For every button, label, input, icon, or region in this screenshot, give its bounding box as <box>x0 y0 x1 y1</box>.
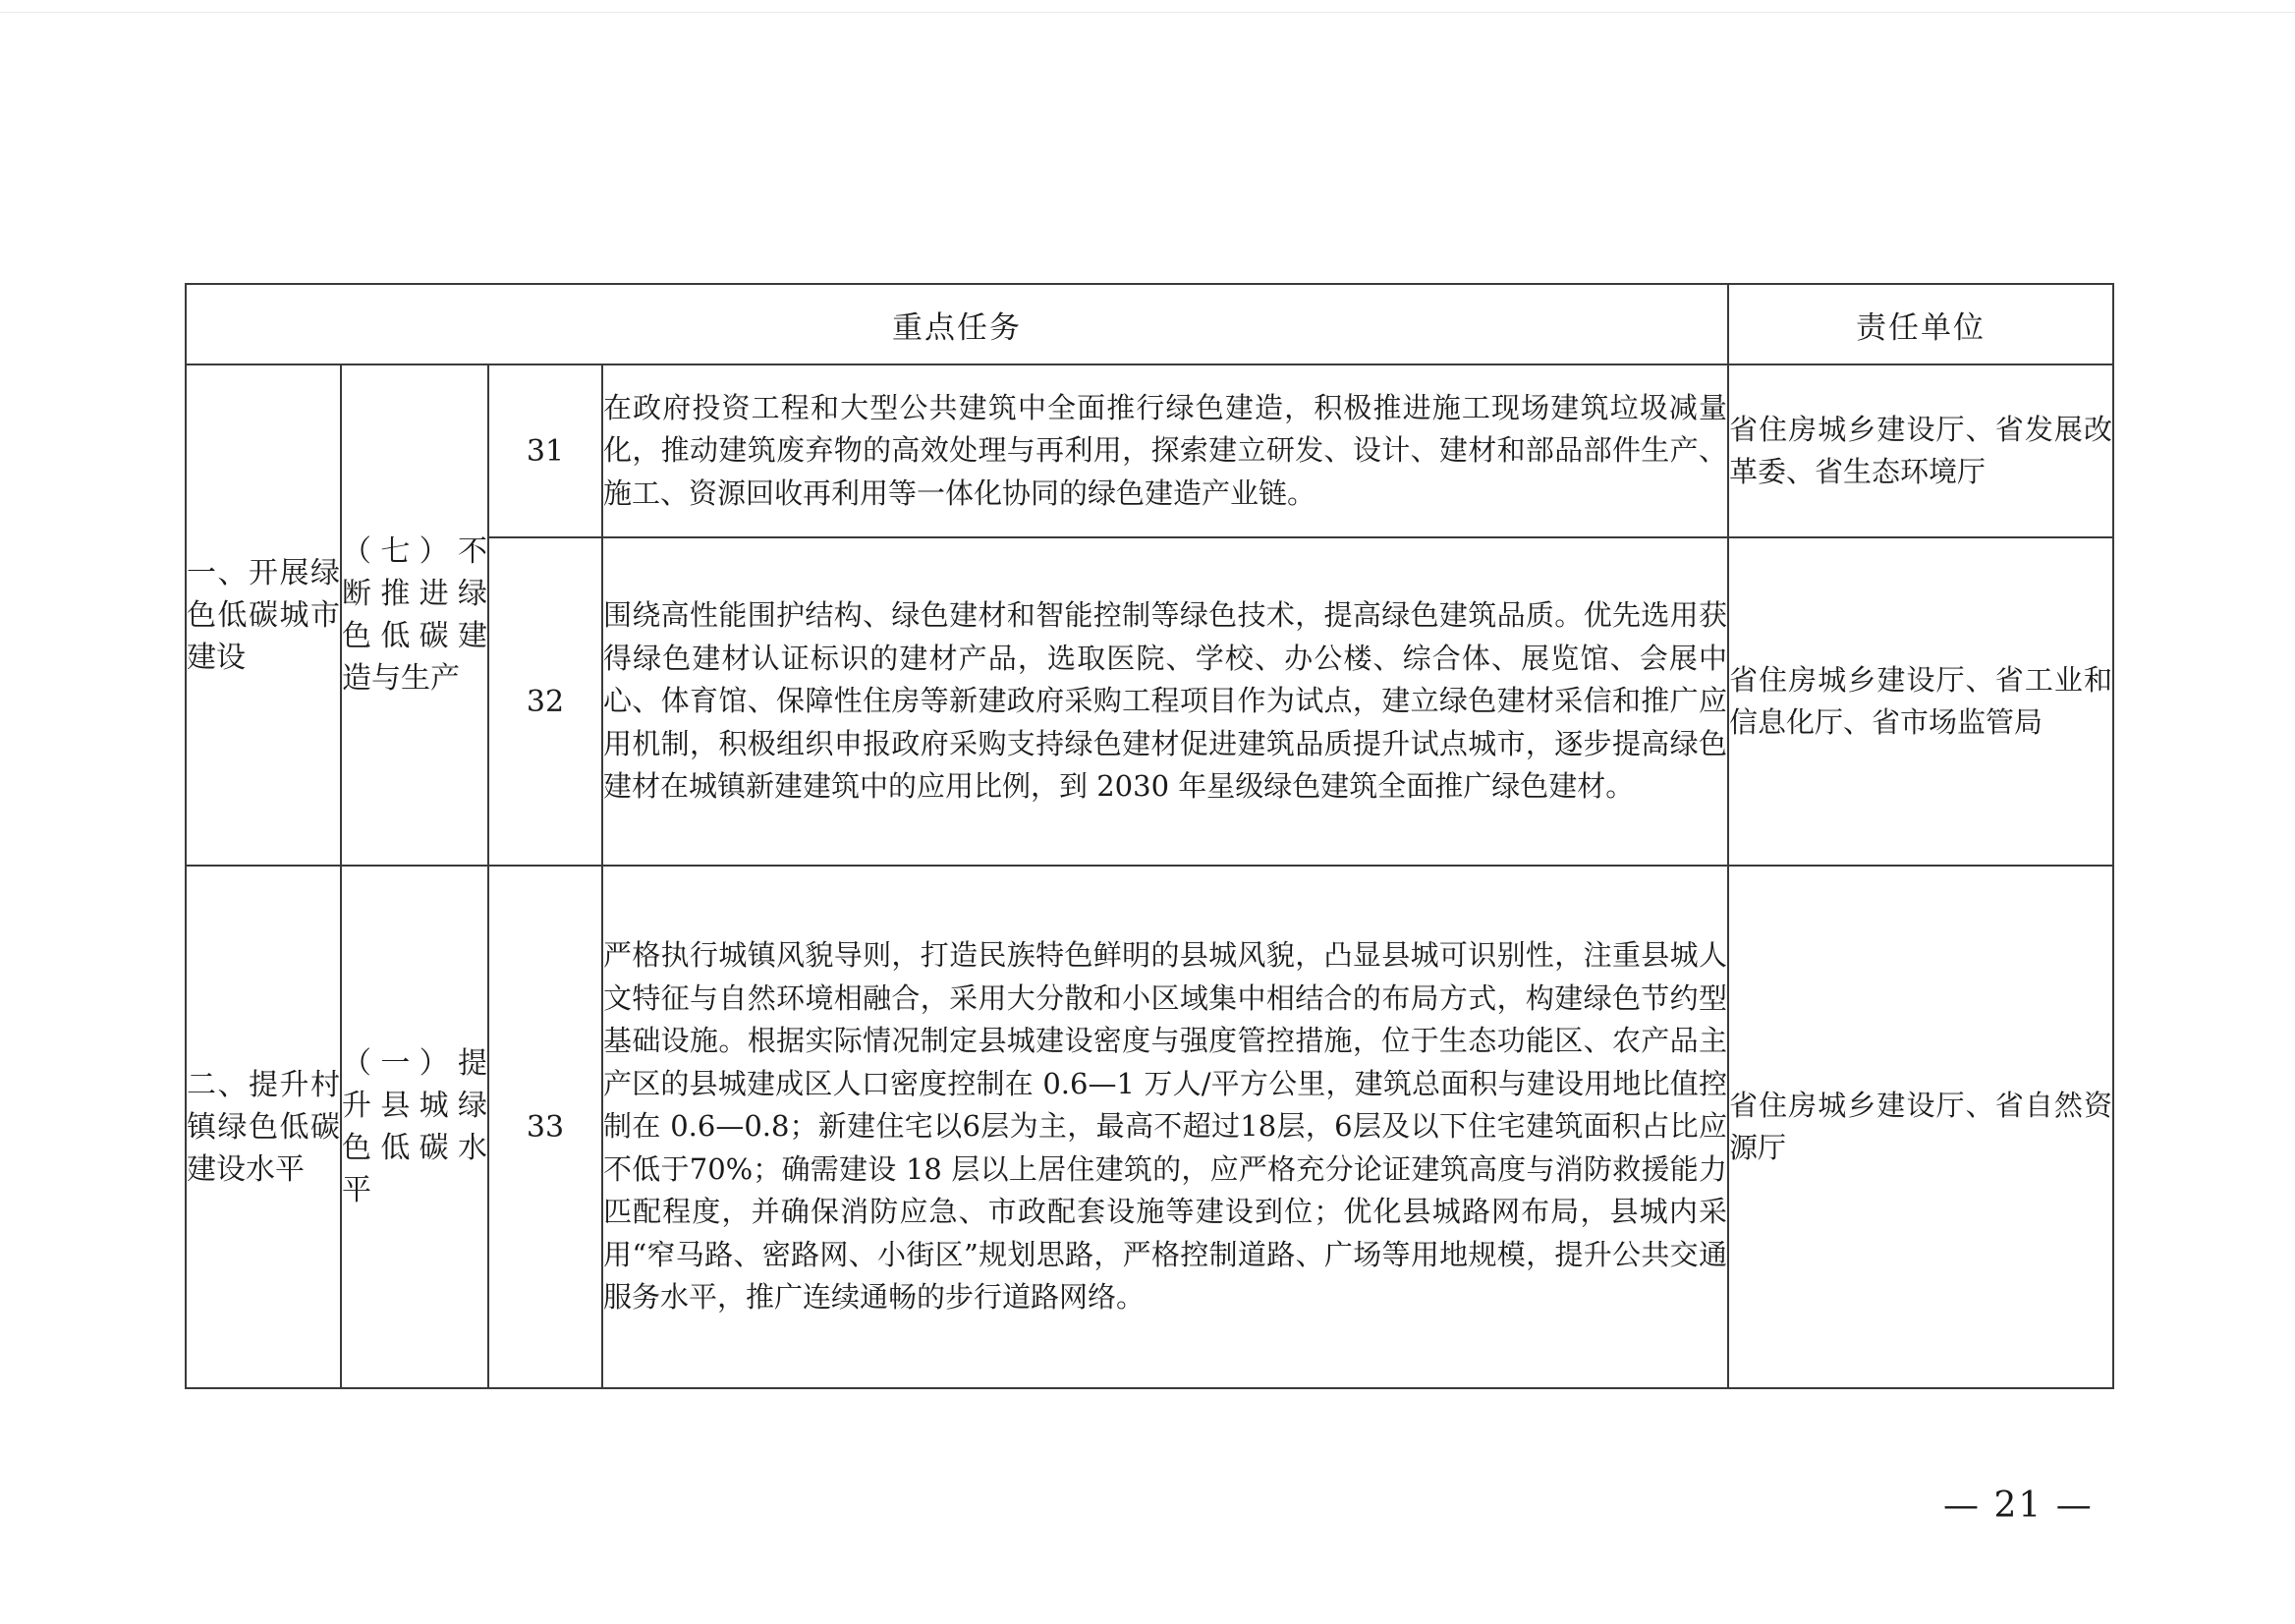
responsible-unit: 省住房城乡建设厅、省自然资源厅 <box>1728 866 2113 1388</box>
page-number: — 21 — <box>1943 1485 2094 1526</box>
subcategory-cell: （七）不断推进绿色低碳建造与生产 <box>341 364 488 866</box>
table-header-row <box>186 284 2113 364</box>
task-number: 31 <box>488 364 602 537</box>
task-number: 32 <box>488 537 602 866</box>
table-row <box>186 364 2113 537</box>
category-cell: 二、提升村镇绿色低碳建设水平 <box>186 866 341 1388</box>
task-number: 33 <box>488 866 602 1388</box>
subcategory-cell: （一）提升县城绿色低碳水平 <box>341 866 488 1388</box>
responsible-unit: 省住房城乡建设厅、省发展改革委、省生态环境厅 <box>1728 364 2113 537</box>
task-description: 围绕高性能围护结构、绿色建材和智能控制等绿色技术，提高绿色建筑品质。优先选用获得绿色建材认证标识的建材产品，选取医院、学校、办公楼、综合体、展览馆、会展中心、体育馆、保障性住房等新建政府采购工程项目作为试点，建立绿色建材采信和推广应用机制，积极组织申报政府采购支持绿色建材促进建筑品质提升试点城市，逐步提高绿色建材在城镇新建建筑中的应用比例，到 2030 年星级绿色建筑全面推广绿色建材。 <box>602 537 1728 866</box>
category-cell: 一、开展绿色低碳城市建设 <box>186 364 341 866</box>
key-tasks-table <box>185 283 2114 1389</box>
header-key-tasks: 重点任务 <box>186 284 1728 364</box>
scan-edge-line <box>0 12 2295 13</box>
task-description: 在政府投资工程和大型公共建筑中全面推行绿色建造，积极推进施工现场建筑垃圾减量化，推动建筑废弃物的高效处理与再利用，探索建立研发、设计、建材和部品部件生产、施工、资源回收再利用等一体化协同的绿色建造产业链。 <box>602 364 1728 537</box>
task-description: 严格执行城镇风貌导则，打造民族特色鲜明的县城风貌，凸显县城可识别性，注重县城人文特征与自然环境相融合，采用大分散和小区域集中相结合的布局方式，构建绿色节约型基础设施。根据实际情况制定县城建设密度与强度管控措施，位于生态功能区、农产品主产区的县城建成区人口密度控制在 0.6—1 万人/平方公里，建筑总面积与建设用地比值控制在 0.6—0.8；新建住宅以6层为主，最高不超过18层，6层及以下住宅建筑面积占比应不低于70%；确需建设 18 层以上居住建筑的，应严格充分论证建筑高度与消防救援能力匹配程度，并确保消防应急、市政配套设施等建设到位；优化县城路网布局，县城内采用“窄马路、密路网、小街区”规划思路，严格控制道路、广场等用地规模，提升公共交通服务水平，推广连续通畅的步行道路网络。 <box>602 866 1728 1388</box>
responsible-unit: 省住房城乡建设厅、省工业和信息化厅、省市场监管局 <box>1728 537 2113 866</box>
table-row <box>186 866 2113 1388</box>
header-responsible-unit: 责任单位 <box>1728 284 2113 364</box>
